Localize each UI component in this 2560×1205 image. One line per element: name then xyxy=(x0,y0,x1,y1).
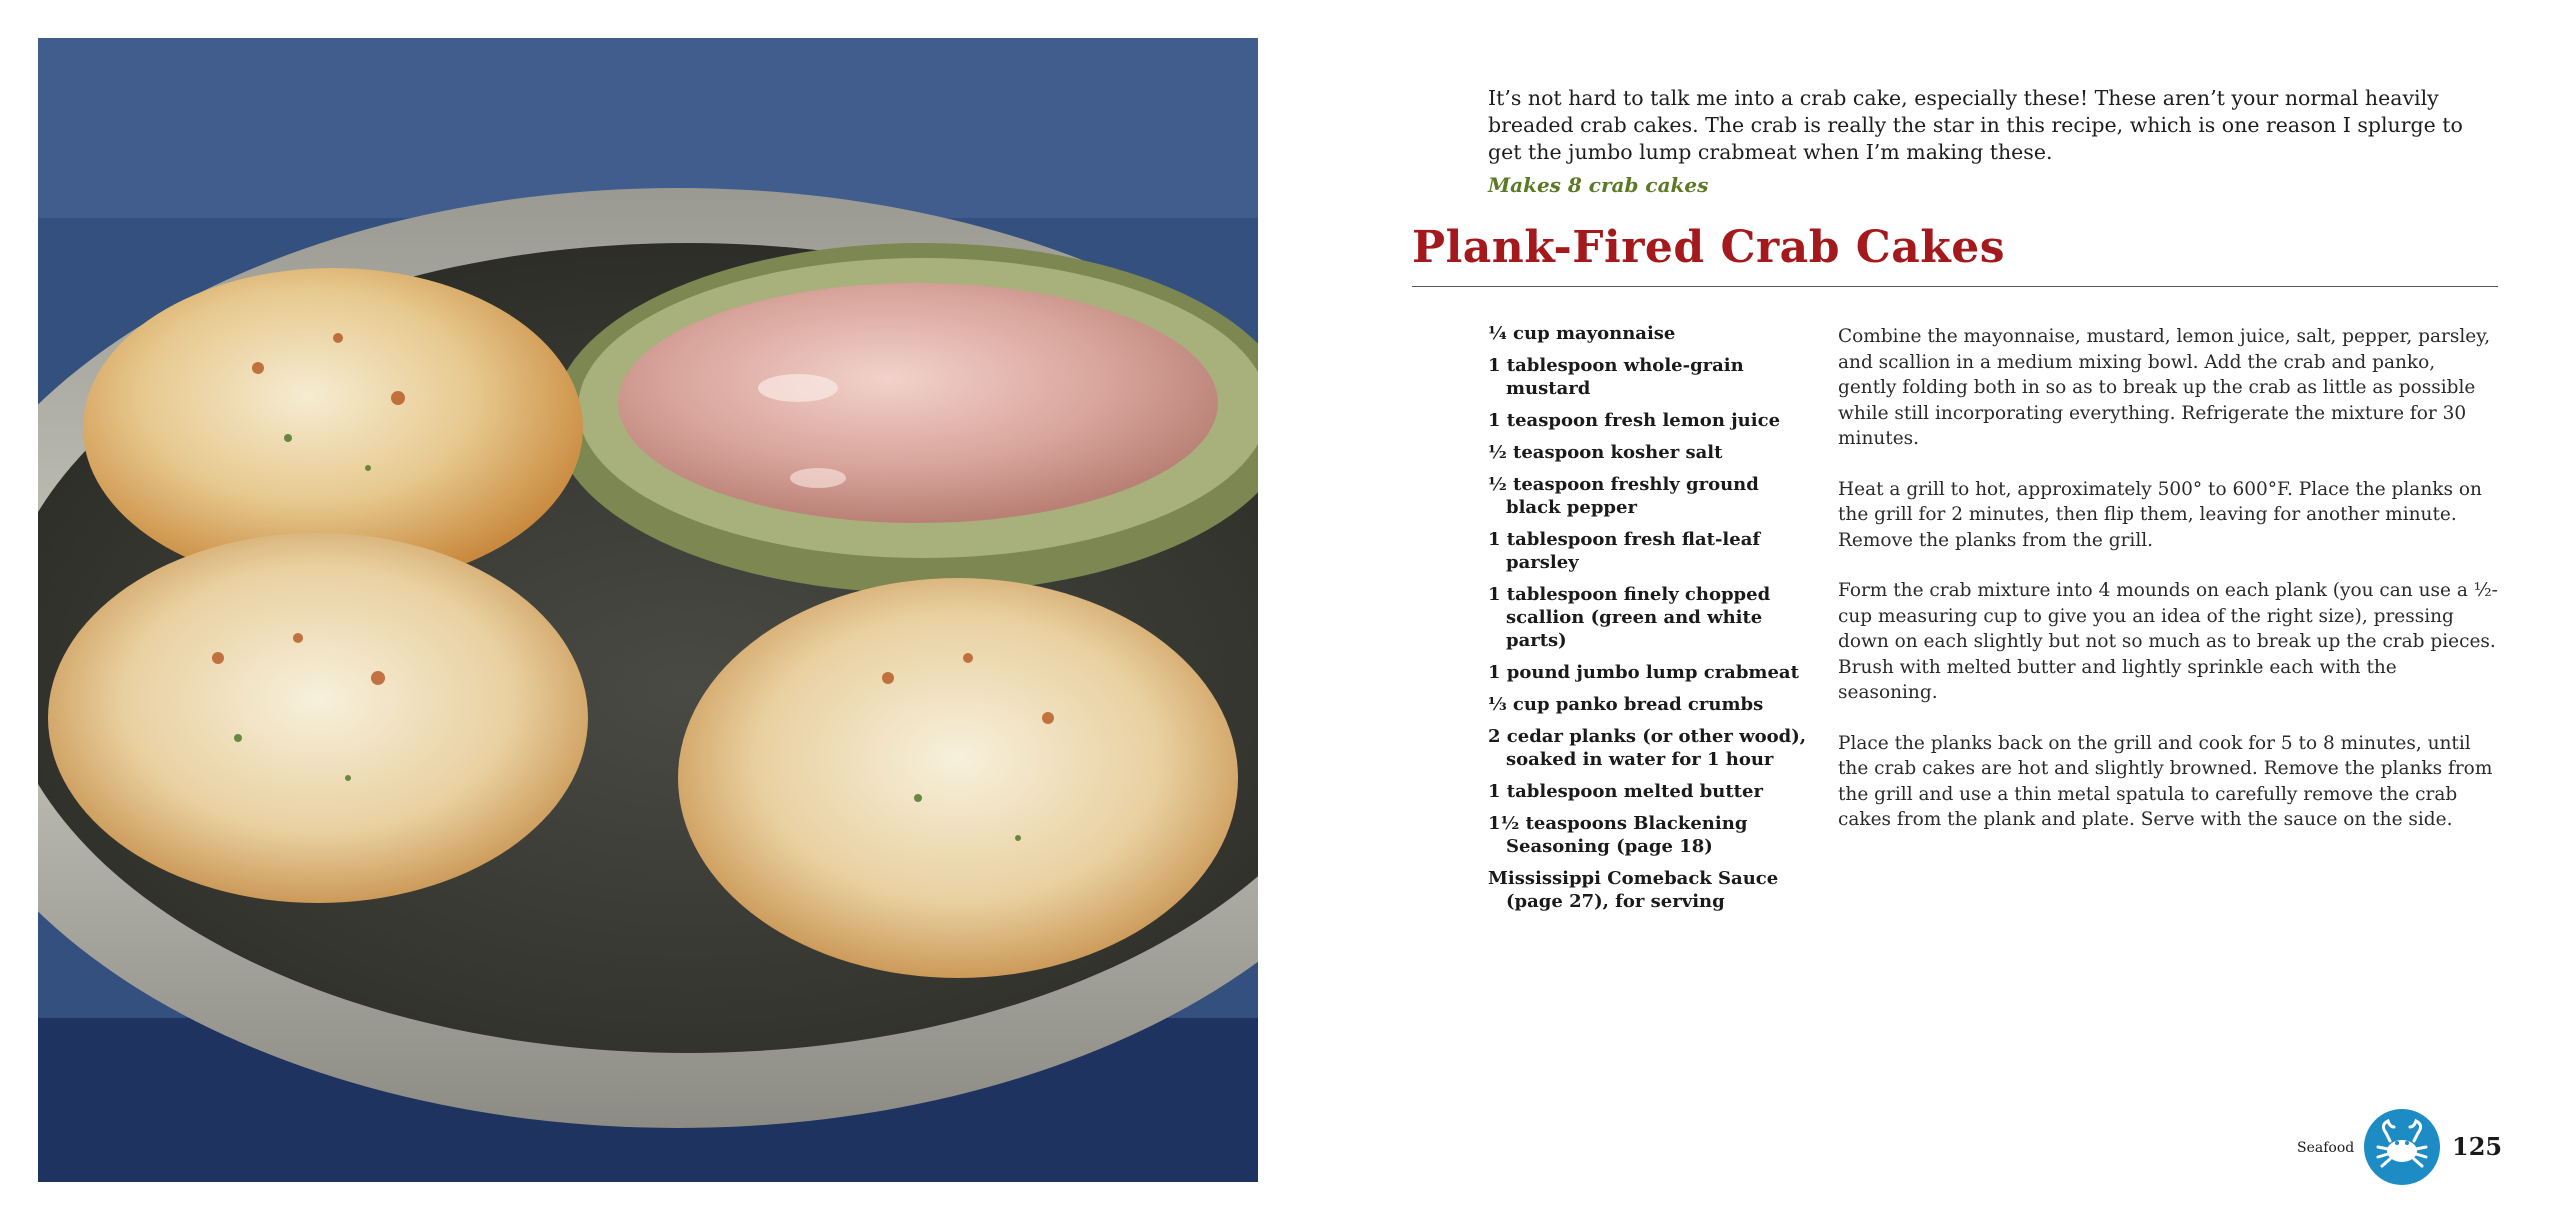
intro-paragraph: It’s not hard to talk me into a crab cake, especially these! These aren’t your normal heavily breaded crab cakes. The crab is really the star in this recipe, which is one reason I splurge to get the jumbo lump crabmeat when I’m making these. xyxy=(1488,86,2463,164)
direction-step: Form the crab mixture into 4 mounds on each plank (you can use a ½-cup measuring cup to give you an idea of the right size), pressing down on each slightly but not so much as to break up the crab pieces. Brush with melted butter and lightly sprinkle each with the seasoning. xyxy=(1838,580,2498,703)
ingredient-item: 1½ teaspoons Blackening Seasoning (page 18) xyxy=(1488,813,1748,857)
ingredient-item: 1 teaspoon fresh lemon juice xyxy=(1488,410,1781,431)
footer-section-label: Seafood xyxy=(2297,1140,2355,1156)
ingredient-item: 1 pound jumbo lump crabmeat xyxy=(1488,662,1799,683)
direction-step: Combine the mayonnaise, mustard, lemon juice, salt, pepper, parsley, and scallion in a medium mixing bowl. Add the crab and panko, gently folding both in so as to break up the crab as little as possible while still incorporating everything. Refrigerate the mixture for 30 minutes. xyxy=(1838,326,2491,449)
ingredient-item: 1 tablespoon melted butter xyxy=(1488,781,1763,802)
recipe-title: Plank-Fired Crab Cakes xyxy=(1412,222,2006,273)
direction-step: Place the planks back on the grill and cook for 5 to 8 minutes, until the crab cakes are hot and slightly browned. Remove the planks from the grill and use a thin metal spatula to carefully remove the crab cakes from the plank and plate. Serve with the sauce on the side. xyxy=(1838,732,2493,830)
crab-cakes-illustration xyxy=(38,38,1258,1182)
ingredient-item: ½ teaspoon kosher salt xyxy=(1488,442,1723,463)
ingredient-item: ⅓ cup panko bread crumbs xyxy=(1488,694,1764,715)
direction-step: Heat a grill to hot, approximately 500° to 600°F. Place the planks on the grill for 2 minutes, then flip them, leaving for another minute. Remove the planks from the grill. xyxy=(1838,478,2482,551)
ingredient-item: 1 tablespoon whole-grain mustard xyxy=(1488,355,1744,399)
ingredient-item: ¼ cup mayonnaise xyxy=(1488,323,1676,344)
recipe-yield: Makes 8 crab cakes xyxy=(1488,173,1709,197)
directions xyxy=(1838,324,2498,858)
page-number: 125 xyxy=(2452,1132,2503,1161)
crab-cakes-photo xyxy=(38,38,1258,1182)
ingredient-item: Mississippi Comeback Sauce (page 27), for serving xyxy=(1488,868,1779,912)
ingredient-item: 2 cedar planks (or other wood), soaked in water for 1 hour xyxy=(1488,726,1807,770)
ingredient-item: 1 tablespoon finely chopped scallion (green and white parts) xyxy=(1488,584,1771,651)
ingredients-list xyxy=(1488,322,1808,922)
ingredient-item: 1 tablespoon fresh flat-leaf parsley xyxy=(1488,529,1761,573)
title-divider xyxy=(1412,286,2498,287)
ingredient-item: ½ teaspoon freshly ground black pepper xyxy=(1488,474,1759,518)
crab-icon xyxy=(2364,1109,2440,1185)
